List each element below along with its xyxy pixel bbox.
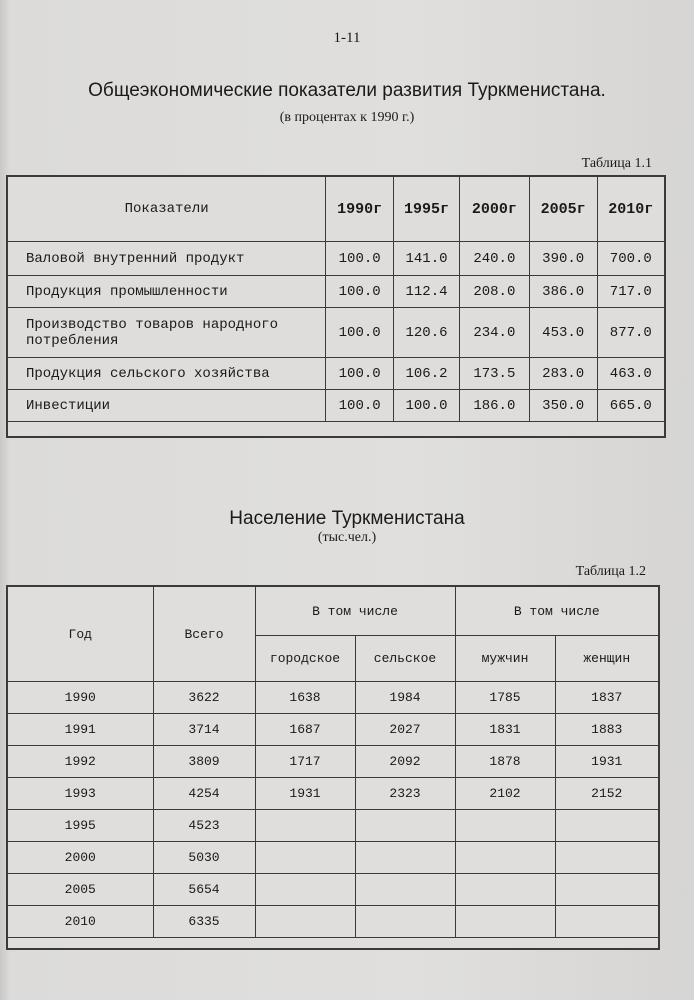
cell-rural [355,842,455,874]
table-cell: 386.0 [529,276,597,308]
header-urban: городское [255,636,355,682]
cell-rural [355,810,455,842]
table-row [7,906,659,938]
table-cell: 240.0 [459,242,529,276]
header-group-settlement: В том числе [255,586,455,636]
cell-women [555,842,659,874]
cell-year: 2000 [7,842,153,874]
table2-subtitle: (тыс.чел.) [317,530,377,545]
page-number: 1-11 [333,30,361,46]
cell-women [555,810,659,842]
table-cell: 100.0 [326,390,394,422]
cell-urban [255,874,355,906]
table-row [7,308,665,358]
cell-women: 1931 [555,746,659,778]
cell-year: 2010 [7,906,153,938]
cell-total: 5654 [153,874,255,906]
header-year: 1990г [326,176,394,242]
header-year: 1995г [394,176,460,242]
table-cell: 106.2 [394,358,460,390]
table-cell: 100.0 [326,358,394,390]
row-label: Продукция промышленности [7,276,326,308]
cell-rural: 2323 [355,778,455,810]
table-cell: 120.6 [394,308,460,358]
header-year: 2000г [459,176,529,242]
cell-rural: 2092 [355,746,455,778]
table-cell: 665.0 [597,390,665,422]
cell-men [455,906,555,938]
table-row [7,746,659,778]
population-table [6,585,660,950]
table1-subtitle: (в процентах к 1990 г.) [279,110,415,125]
cell-year: 1995 [7,810,153,842]
header-year: 2005г [529,176,597,242]
table-cell: 453.0 [529,308,597,358]
table-footer-cell [7,938,659,950]
table-cell: 173.5 [459,358,529,390]
cell-total: 4523 [153,810,255,842]
table-cell: 112.4 [394,276,460,308]
economic-indicators-table [6,175,666,438]
cell-total: 3622 [153,682,255,714]
table-row [7,276,665,308]
table-header-row [7,586,659,636]
cell-rural [355,874,455,906]
table-row [7,842,659,874]
table-cell: 100.0 [394,390,460,422]
cell-rural: 2027 [355,714,455,746]
header-men: мужчин [455,636,555,682]
table-row [7,358,665,390]
table-cell: 186.0 [459,390,529,422]
table1-label: Таблица 1.1 [581,156,652,171]
table-cell: 234.0 [459,308,529,358]
cell-urban [255,906,355,938]
table-cell: 390.0 [529,242,597,276]
cell-total: 6335 [153,906,255,938]
header-total: Всего [153,586,255,682]
table1-title: Общеэкономические показатели развития Туркменистана. [88,80,606,101]
cell-women: 1883 [555,714,659,746]
cell-men [455,874,555,906]
header-year: 2010г [597,176,665,242]
table-cell: 100.0 [326,242,394,276]
cell-urban: 1717 [255,746,355,778]
row-label: Производство товаров народного потребления [7,308,326,358]
table-cell: 717.0 [597,276,665,308]
cell-year: 1990 [7,682,153,714]
header-rural: сельское [355,636,455,682]
table-row [7,714,659,746]
header-group-gender: В том числе [455,586,659,636]
table2-label: Таблица 1.2 [575,564,646,579]
row-label: Инвестиции [7,390,326,422]
cell-urban: 1931 [255,778,355,810]
table-row [7,390,665,422]
cell-total: 3714 [153,714,255,746]
cell-rural: 1984 [355,682,455,714]
cell-urban [255,842,355,874]
cell-year: 1993 [7,778,153,810]
table-cell: 208.0 [459,276,529,308]
cell-urban [255,810,355,842]
cell-men: 1878 [455,746,555,778]
cell-rural [355,906,455,938]
cell-year: 1991 [7,714,153,746]
table-cell: 463.0 [597,358,665,390]
cell-urban: 1687 [255,714,355,746]
cell-men [455,810,555,842]
table-cell: 141.0 [394,242,460,276]
table-footer-cell [7,422,665,438]
table-cell: 283.0 [529,358,597,390]
header-indicators: Показатели [7,176,326,242]
cell-women [555,874,659,906]
table-row [7,778,659,810]
cell-total: 3809 [153,746,255,778]
table-row [7,682,659,714]
table-header-row [7,176,665,242]
cell-women: 2152 [555,778,659,810]
table-cell: 350.0 [529,390,597,422]
cell-total: 5030 [153,842,255,874]
table-footer-row [7,422,665,438]
row-label: Продукция сельского хозяйства [7,358,326,390]
row-label: Валовой внутренний продукт [7,242,326,276]
table-cell: 700.0 [597,242,665,276]
table-cell: 100.0 [326,276,394,308]
header-year: Год [7,586,153,682]
cell-men [455,842,555,874]
cell-women [555,906,659,938]
header-women: женщин [555,636,659,682]
cell-women: 1837 [555,682,659,714]
table-cell: 100.0 [326,308,394,358]
cell-year: 1992 [7,746,153,778]
table-footer-row [7,938,659,950]
table-row [7,874,659,906]
table-row [7,810,659,842]
cell-men: 1785 [455,682,555,714]
cell-year: 2005 [7,874,153,906]
cell-men: 1831 [455,714,555,746]
cell-men: 2102 [455,778,555,810]
cell-urban: 1638 [255,682,355,714]
cell-total: 4254 [153,778,255,810]
table2-title: Население Туркменистана [229,508,465,529]
table-cell: 877.0 [597,308,665,358]
table-row [7,242,665,276]
